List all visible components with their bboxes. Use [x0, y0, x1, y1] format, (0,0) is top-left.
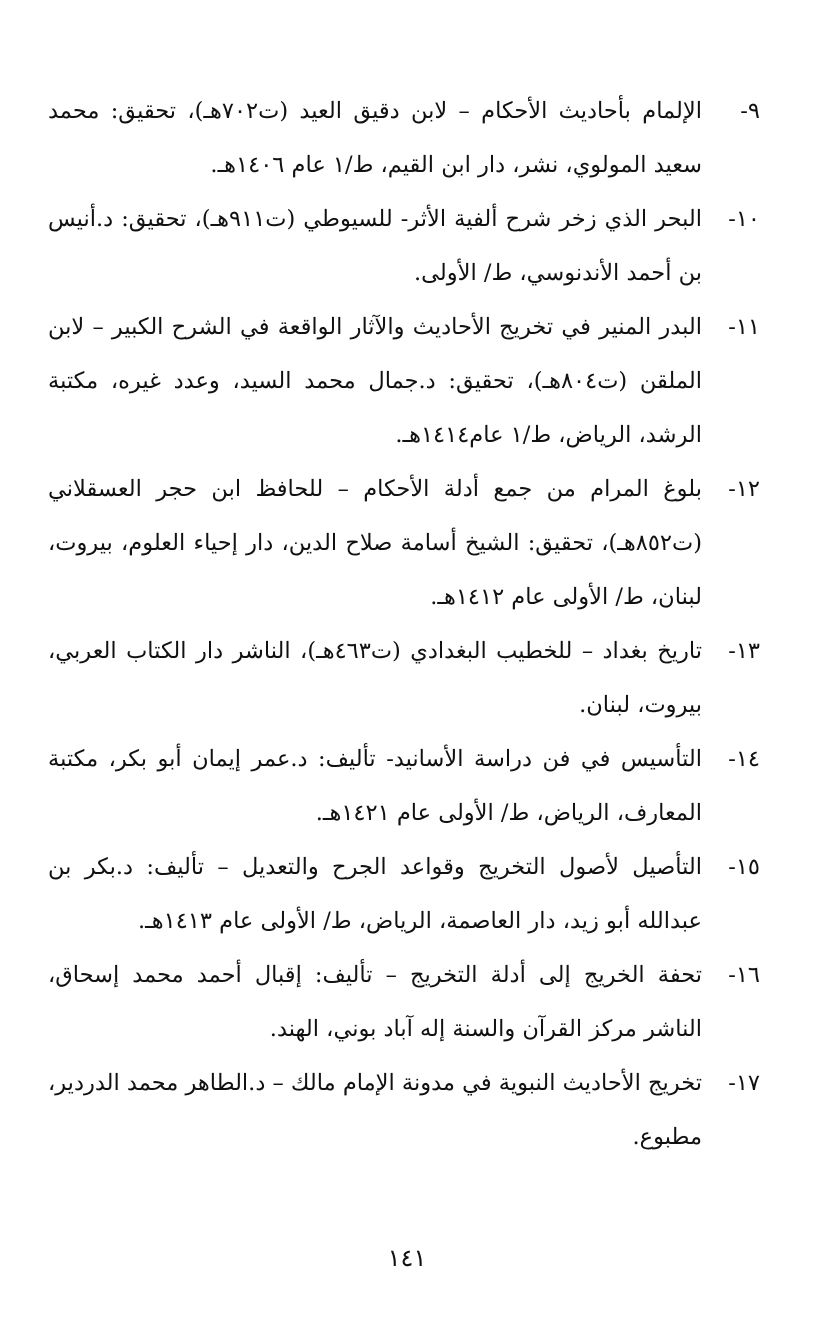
entry-text: الإلمام بأحاديث الأحكام – لابن دقيق العيد (ت٧٠٢هـ)، تحقيق: محمد سعيد المولوي، نشر، دار ابن القيم، ط/١ عام ١٤٠٦هـ.: [48, 98, 702, 178]
bibliography-entry-10: [48, 192, 760, 300]
entry-text: البحر الذي زخر شرح ألفية الأثر- للسيوطي (ت٩١١هـ)، تحقيق: د.أنيس بن أحمد الأندنوسي، ط/ الأولى.: [48, 206, 702, 286]
bibliography-entry-11: [48, 300, 760, 462]
entry-number: ١٤-: [728, 746, 760, 772]
bibliography-entry-17: [48, 1056, 760, 1164]
entry-number: ١٧-: [728, 1070, 760, 1096]
entry-text: البدر المنير في تخريج الأحاديث والآثار الواقعة في الشرح الكبير – لابن الملقن (ت٨٠٤هـ)، تحقيق: د.جمال محمد السيد، وعدد غيره، مكتبة الرشد، الرياض، ط/١ عام١٤١٤هـ.: [48, 314, 702, 448]
entry-number: ٩-: [740, 98, 760, 124]
entry-number: ١٥-: [728, 854, 760, 880]
bibliography-entry-12: [48, 462, 760, 624]
entry-text: التأصيل لأصول التخريج وقواعد الجرح والتعديل – تأليف: د.بكر بن عبدالله أبو زيد، دار العاصمة، الرياض، ط/ الأولى عام ١٤١٣هـ.: [48, 854, 702, 934]
bibliography-entry-16: [48, 948, 760, 1056]
bibliography-entry-9: [48, 84, 760, 192]
entry-text: تخريج الأحاديث النبوية في مدونة الإمام مالك – د.الطاهر محمد الدردير، مطبوع.: [48, 1070, 702, 1150]
bibliography-list: [48, 84, 760, 1164]
page-number: ١٤١: [387, 1244, 427, 1272]
entry-number: ١٠-: [728, 206, 760, 232]
bibliography-entry-15: [48, 840, 760, 948]
bibliography-entry-13: [48, 624, 760, 732]
entry-text: التأسيس في فن دراسة الأسانيد- تأليف: د.عمر إيمان أبو بكر، مكتبة المعارف، الرياض، ط/ الأولى عام ١٤٢١هـ.: [48, 746, 702, 826]
entry-text: بلوغ المرام من جمع أدلة الأحكام – للحافظ ابن حجر العسقلاني (ت٨٥٢هـ)، تحقيق: الشيخ أسامة صلاح الدين، دار إحياء العلوم، بيروت، لبنان، ط/ الأولى عام ١٤١٢هـ.: [48, 476, 702, 610]
entry-number: ١٣-: [728, 638, 760, 664]
entry-text: تاريخ بغداد – للخطيب البغدادي (ت٤٦٣هـ)، الناشر دار الكتاب العربي، بيروت، لبنان.: [48, 638, 702, 718]
entry-number: ١٢-: [728, 476, 760, 502]
bibliography-entry-14: [48, 732, 760, 840]
entry-number: ١١-: [728, 314, 760, 340]
entry-number: ١٦-: [728, 962, 760, 988]
entry-text: تحفة الخريج إلى أدلة التخريج – تأليف: إقبال أحمد محمد إسحاق، الناشر مركز القرآن والسنة إله آباد بوني، الهند.: [48, 962, 702, 1042]
